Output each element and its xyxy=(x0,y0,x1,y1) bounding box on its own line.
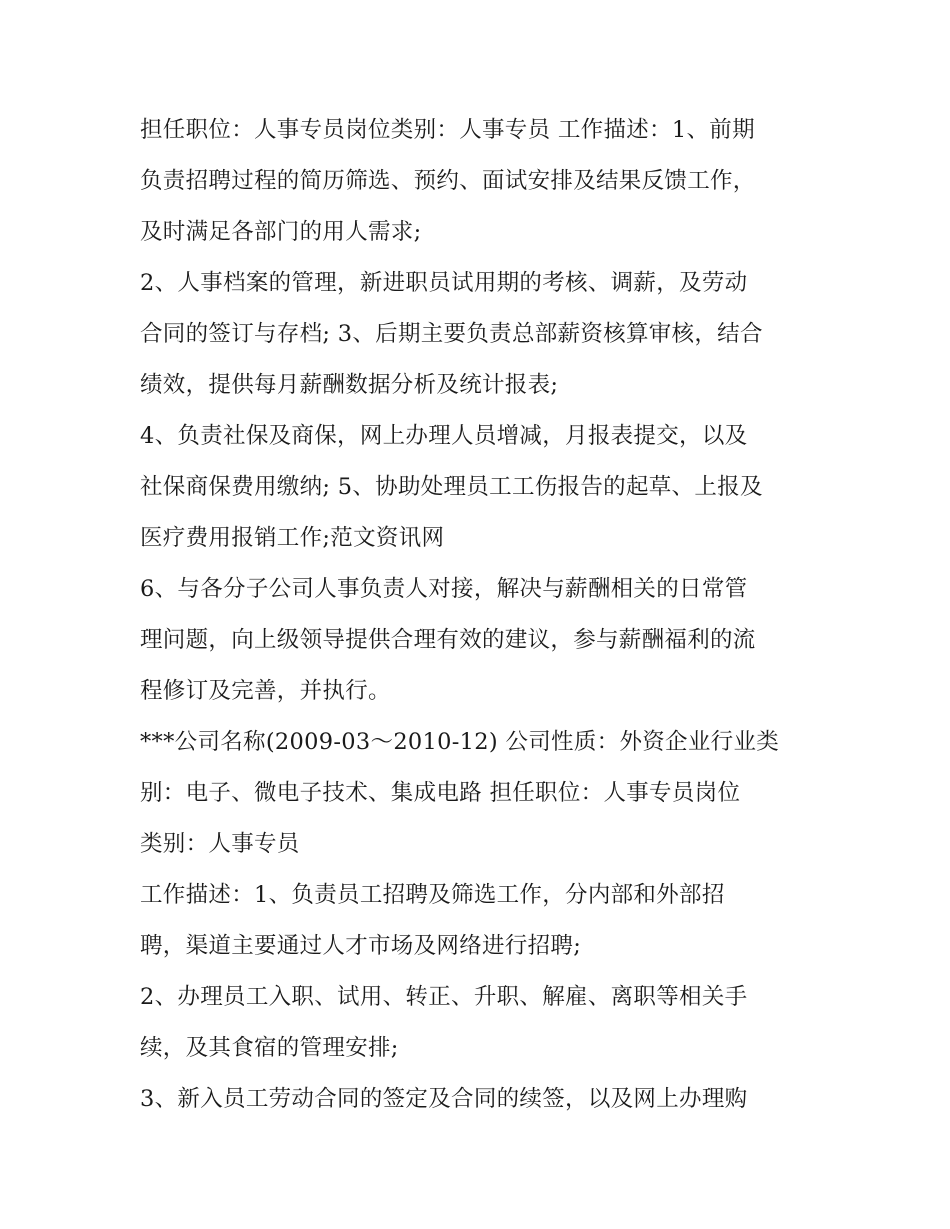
text-line: 担任职位：人事专员岗位类别：人事专员 工作描述：1、前期 xyxy=(140,117,755,143)
text-line: 工作描述：1、负责员工招聘及筛选工作，分内部和外部招 xyxy=(140,882,725,908)
text-line: 社保商保费用缴纳; 5、协助处理员工工伤报告的起草、上报及 xyxy=(140,474,763,500)
text-line: 程修订及完善，并执行。 xyxy=(140,678,391,704)
text-line: 6、与各分子公司人事负责人对接，解决与薪酬相关的日常管 xyxy=(140,576,748,602)
text-line: 3、新入员工劳动合同的签定及合同的续签，以及网上办理购 xyxy=(140,1086,748,1112)
text-line: 绩效，提供每月薪酬数据分析及统计报表; xyxy=(140,372,559,398)
text-line: 医疗费用报销工作;范文资讯网 xyxy=(140,525,445,551)
text-line: ***公司名称(2009-03～2010-12) 公司性质：外资企业行业类 xyxy=(140,729,780,755)
text-line: 别：电子、微电子技术、集成电路 担任职位：人事专员岗位 xyxy=(140,780,741,806)
text-line: 负责招聘过程的简历筛选、预约、面试安排及结果反馈工作， xyxy=(140,168,756,194)
text-line: 聘，渠道主要通过人才市场及网络进行招聘; xyxy=(140,933,582,959)
text-line: 及时满足各部门的用人需求; xyxy=(140,219,422,245)
text-line: 类别：人事专员 xyxy=(140,831,300,857)
text-line: 合同的签订与存档; 3、后期主要负责总部薪资核算审核，结合 xyxy=(140,321,763,347)
text-line: 2、办理员工入职、试用、转正、升职、解雇、离职等相关手 xyxy=(140,984,748,1010)
text-line: 2、人事档案的管理，新进职员试用期的考核、调薪，及劳动 xyxy=(140,270,748,296)
text-line: 4、负责社保及商保，网上办理人员增减，月报表提交，以及 xyxy=(140,423,748,449)
text-line: 续，及其食宿的管理安排; xyxy=(140,1035,399,1061)
text-line: 理问题，向上级领导提供合理有效的建议，参与薪酬福利的流 xyxy=(140,627,756,653)
